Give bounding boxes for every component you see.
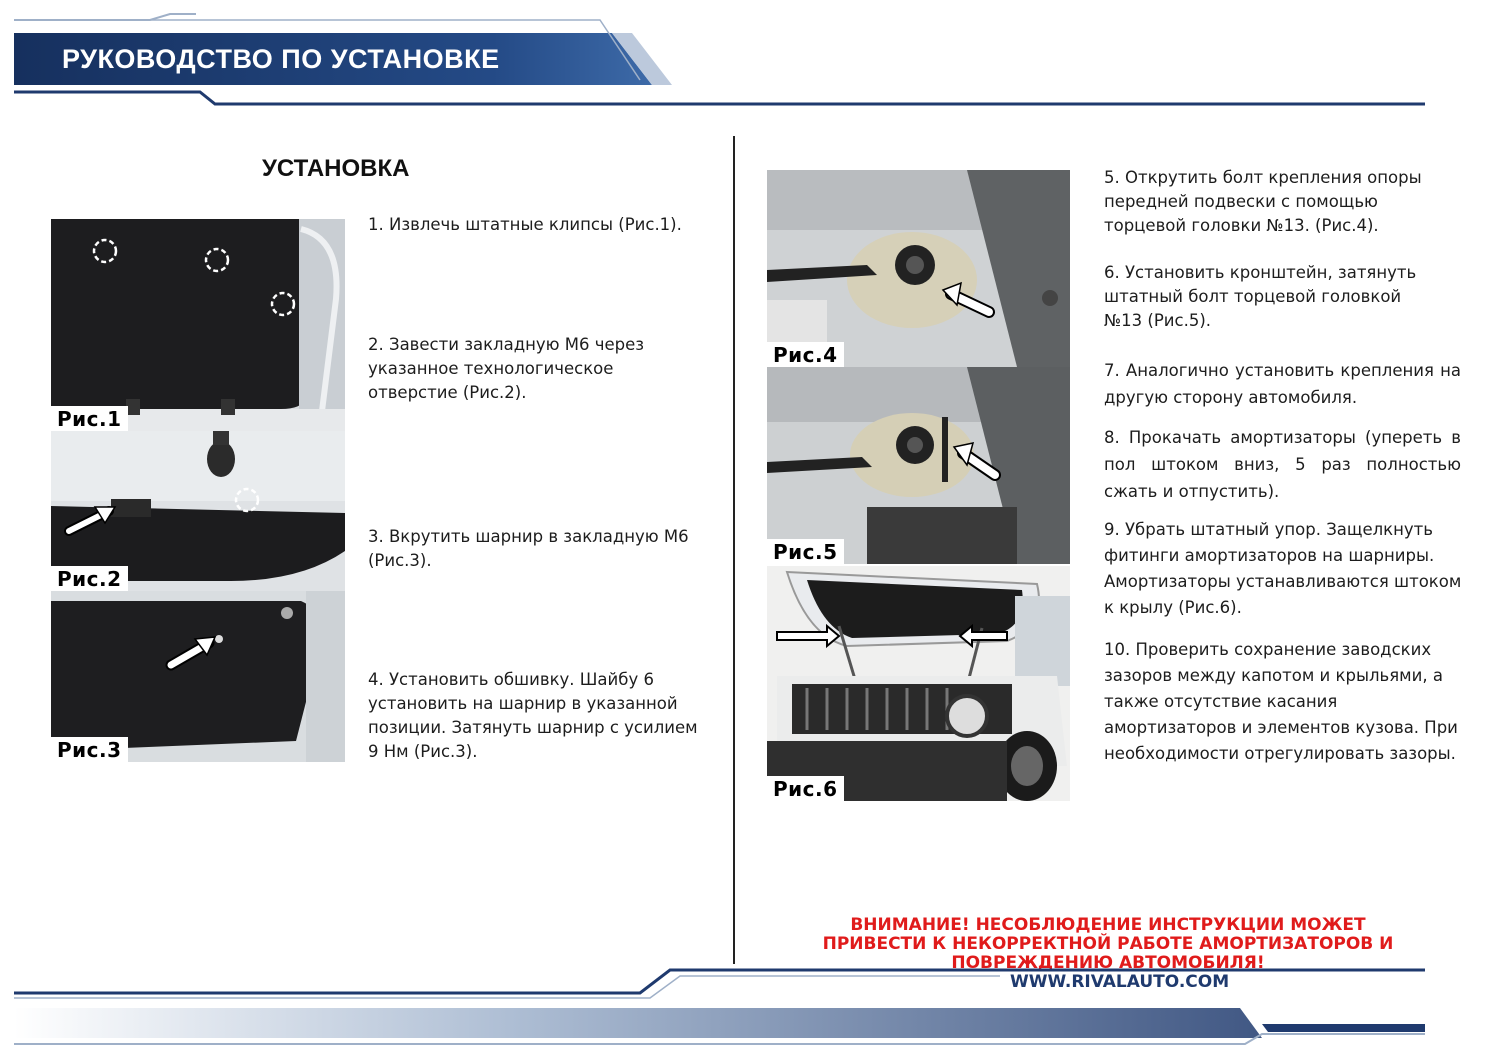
- footer-banner: [0, 960, 1500, 1061]
- step-1: 1. Извлечь штатные клипсы (Рис.1).: [368, 215, 682, 234]
- figure-4-photo: [767, 170, 1070, 367]
- figure-3-photo: [51, 591, 345, 762]
- step-7: 7. Аналогично установить крепления на другую сторону автомобиля.: [1104, 361, 1461, 407]
- figure-6-photo: [767, 566, 1070, 801]
- website-link[interactable]: WWW.RIVALAUTO.COM: [1010, 972, 1230, 992]
- figure-1-label: Рис.1: [51, 406, 128, 431]
- figure-5-photo: [767, 367, 1070, 564]
- step-9: 9. Убрать штатный упор. Защелкнуть фитинги амортизаторов на шарниры. Амортизаторы устанавливаются штоком к крылу (Рис.6).: [1104, 520, 1462, 617]
- column-divider: [733, 136, 735, 964]
- figure-5-label: Рис.5: [767, 539, 844, 564]
- section-title: УСТАНОВКА: [262, 155, 410, 182]
- figure-6-label: Рис.6: [767, 776, 844, 801]
- figure-2-label: Рис.2: [51, 566, 128, 591]
- step-6: 6. Установить кронштейн, затянуть штатный болт торцевой головкой №13 (Рис.5).: [1104, 263, 1417, 330]
- figure-1-photo: [51, 219, 345, 431]
- warning-text: ВНИМАНИЕ! НЕСОБЛЮДЕНИЕ ИНСТРУКЦИИ МОЖЕТ ПРИВЕСТИ К НЕКОРРЕКТНОЙ РАБОТЕ АМОРТИЗАТОРОВ И ПОВРЕЖДЕНИЮ АВТОМОБИЛЯ!: [822, 915, 1394, 973]
- step-3: 3. Вкрутить шарнир в закладную М6 (Рис.3).: [368, 527, 689, 570]
- page-title: РУКОВОДСТВО ПО УСТАНОВКЕ: [62, 44, 500, 74]
- step-4: 4. Установить обшивку. Шайбу 6 установить на шарнир в указанной позиции. Затянуть шарнир с усилием 9 Нм (Рис.3).: [368, 670, 698, 761]
- step-8: 8. Прокачать амортизаторы (упереть в пол штоком вниз, 5 раз полностью сжать и отпустить).: [1104, 428, 1461, 501]
- figure-2-photo: [51, 431, 345, 591]
- figure-3-label: Рис.3: [51, 737, 128, 762]
- step-5: 5. Открутить болт крепления опоры передней подвески с помощью торцевой головки №13. (Рис.4).: [1104, 168, 1422, 235]
- step-10: 10. Проверить сохранение заводских зазоров между капотом и крыльями, а также отсутствие касания амортизаторов и элементов кузова. При необходимости отрегулировать зазоры.: [1104, 640, 1458, 763]
- step-2: 2. Завести закладную М6 через указанное технологическое отверстие (Рис.2).: [368, 335, 645, 402]
- figure-4-label: Рис.4: [767, 342, 844, 367]
